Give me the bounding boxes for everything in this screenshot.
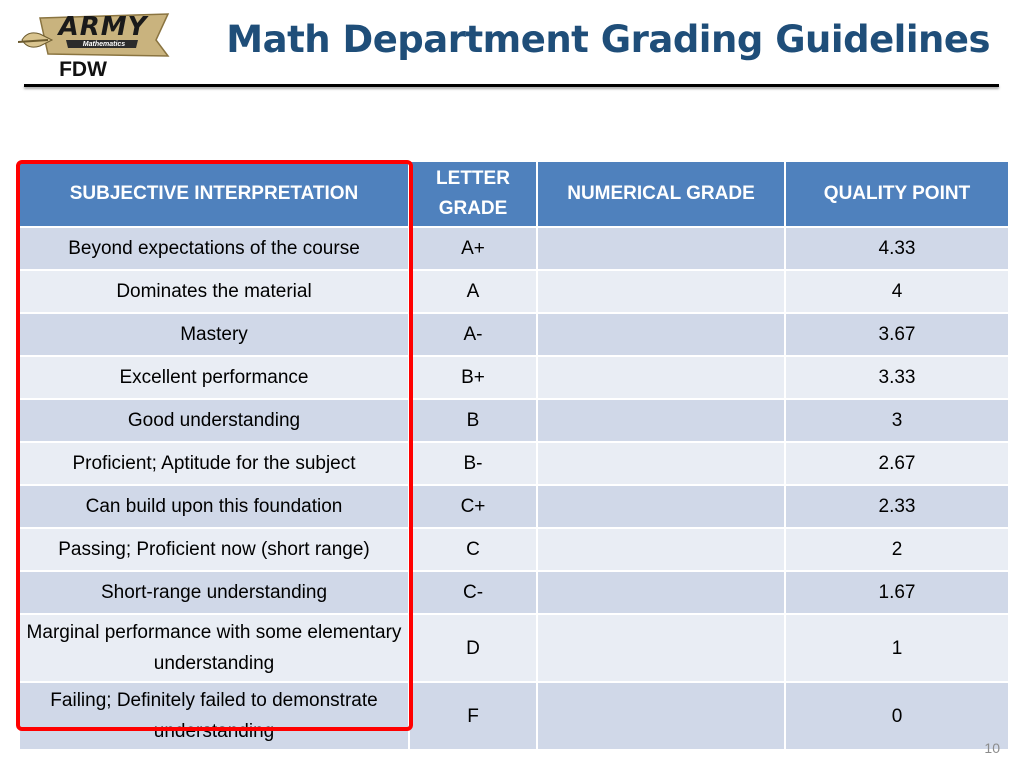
cell-letter: A: [410, 271, 536, 312]
table-row: [20, 486, 1008, 527]
cell-quality: 0: [786, 683, 1008, 749]
cell-numerical: [538, 683, 784, 749]
cell-quality: 3: [786, 400, 1008, 441]
cell-numerical: [538, 486, 784, 527]
cell-interpretation: Excellent performance: [20, 357, 408, 398]
cell-quality: 2.33: [786, 486, 1008, 527]
cell-quality: 3.67: [786, 314, 1008, 355]
army-mathematics-logo: [18, 8, 176, 84]
cell-interpretation: Good understanding: [20, 400, 408, 441]
cell-quality: 4.33: [786, 228, 1008, 269]
title-divider: [24, 84, 999, 87]
cell-quality: 1.67: [786, 572, 1008, 613]
cell-numerical: [538, 572, 784, 613]
cell-interpretation: Beyond expectations of the course: [20, 228, 408, 269]
cell-quality: 2: [786, 529, 1008, 570]
logo-subtitle: Mathematics: [82, 41, 126, 48]
cell-interpretation: Short-range understanding: [20, 572, 408, 613]
cell-interpretation: Proficient; Aptitude for the subject: [20, 443, 408, 484]
table-row: [20, 400, 1008, 441]
cell-letter: D: [410, 615, 536, 681]
cell-letter: A+: [410, 228, 536, 269]
table-row: [20, 683, 1008, 749]
cell-numerical: [538, 357, 784, 398]
cell-numerical: [538, 271, 784, 312]
cell-interpretation: Failing; Definitely failed to demonstrate understanding: [20, 683, 408, 749]
cell-numerical: [538, 615, 784, 681]
cell-letter: A-: [410, 314, 536, 355]
cell-quality: 3.33: [786, 357, 1008, 398]
table-row: [20, 443, 1008, 484]
table-row: [20, 529, 1008, 570]
cell-numerical: [538, 228, 784, 269]
cell-letter: B+: [410, 357, 536, 398]
table-row: [20, 615, 1008, 681]
table-row: [20, 357, 1008, 398]
cell-numerical: [538, 443, 784, 484]
cell-letter: C: [410, 529, 536, 570]
cell-quality: 1: [786, 615, 1008, 681]
table-row: [20, 271, 1008, 312]
cell-letter: F: [410, 683, 536, 749]
header-letter-grade: LETTER GRADE: [410, 162, 536, 226]
cell-letter: B: [410, 400, 536, 441]
table-row: [20, 314, 1008, 355]
cell-numerical: [538, 314, 784, 355]
cell-numerical: [538, 400, 784, 441]
cell-quality: 2.67: [786, 443, 1008, 484]
page-number: 10: [984, 740, 1000, 756]
cell-interpretation: Passing; Proficient now (short range): [20, 529, 408, 570]
cell-interpretation: Dominates the material: [20, 271, 408, 312]
header-quality-point: QUALITY POINT: [786, 162, 1008, 226]
cell-letter: B-: [410, 443, 536, 484]
table-row: [20, 228, 1008, 269]
logo-brand: ARMY: [58, 12, 148, 42]
cell-numerical: [538, 529, 784, 570]
cell-interpretation: Mastery: [20, 314, 408, 355]
header-subjective-interpretation: SUBJECTIVE INTERPRETATION: [20, 162, 408, 226]
cell-quality: 4: [786, 271, 1008, 312]
cell-interpretation: Can build upon this foundation: [20, 486, 408, 527]
cell-letter: C-: [410, 572, 536, 613]
cell-letter: C+: [410, 486, 536, 527]
logo-org: FDW: [59, 58, 107, 81]
page-title: Math Department Grading Guidelines: [226, 18, 990, 61]
grading-table: [18, 160, 1010, 751]
cell-interpretation: Marginal performance with some elementary understanding: [20, 615, 408, 681]
table-row: [20, 572, 1008, 613]
header-numerical-grade: NUMERICAL GRADE: [538, 162, 784, 226]
table-header-row: [20, 162, 1008, 226]
